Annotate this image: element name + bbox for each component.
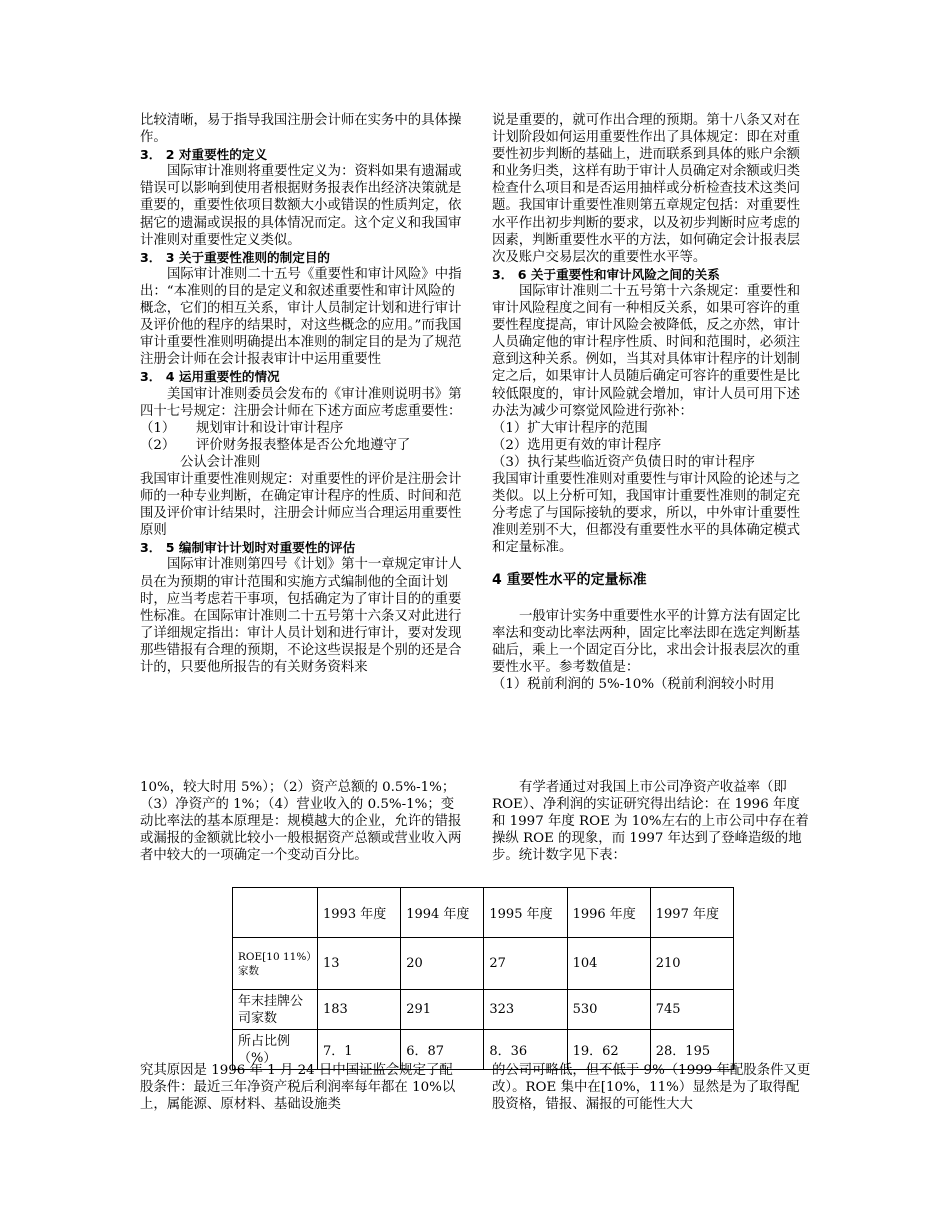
- list-item: （3）执行某些临近资产负债日时的审计程序: [492, 454, 755, 470]
- paragraph: 说是重要的，就可作出合理的预期。第十八条又对在计划阶段如何运用重要性作出了具体规定：即在对重要性初步判断的基础上，进而联系到具体的账户余额和业务归类，这样有助于审计人员确定对余额或归类检查什么项目和是否运用抽样或分析检查技术这类问题。我国审计重要性准则第五章规定包括：对重要性水平作出初步判断的要求，以及初步判断时应考虑的因素，判断重要性水平的方法，如何确定会计报表层次及账户交易层次的重要性水平等。: [492, 113, 800, 265]
- table-header-row: [233, 888, 734, 938]
- row-label: 年末挂牌公司家数: [233, 990, 318, 1030]
- paragraph: 一般审计实务中重要性水平的计算方法有固定比率法和变动比率法两种，固定比率法即在选定判断基础后，乘上一个固定百分比，求出会计报表层次的重要性水平。参考数值是：: [492, 608, 801, 675]
- row-label: ROE[10 11%）家数: [233, 938, 318, 990]
- right-column-middle: [492, 779, 812, 864]
- right-column-top: [492, 112, 812, 693]
- table-row: [233, 938, 734, 990]
- section-heading-4: 4 重要性水平的定量标准: [492, 572, 647, 589]
- table-cell: 28．195: [650, 1030, 733, 1070]
- table-cell: 745: [650, 990, 733, 1030]
- table-row: [233, 990, 734, 1030]
- list-item: [140, 437, 463, 454]
- list-item-continuation: 公认会计准则: [180, 454, 261, 470]
- row-label: 所占比例（%）: [233, 1030, 318, 1070]
- table-cell: 27: [484, 938, 567, 990]
- paragraph: 的公司可略低，但不低于 9%（1999 年配股条件又更改）。ROE 集中在[10%，11%）显然是为了取得配股资格，错报、漏报的可能性大大: [492, 1063, 811, 1113]
- left-column-bottom: [140, 1062, 463, 1113]
- list-item: （1）扩大审计程序的范围: [492, 420, 648, 436]
- table-cell: 8．36: [484, 1030, 567, 1070]
- paragraph: 国际审计准则将重要性定义为：资料如果有遗漏或错误可以影响到使用者根据财务报表作出经济决策就是重要的，重要性依项目数额大小或错误的性质判定，依据它的遗漏或误报的具体情况而定。这个定义和我国审计准则对重要性定义类似。: [140, 164, 462, 248]
- list-item: （2）选用更有效的审计程序: [492, 437, 662, 453]
- table-cell: 530: [567, 990, 650, 1030]
- paragraph: 究其原因是 1996 年 1 月 24 日中国证监会规定了配股条件：最近三年净资产税后利润率每年都在 10%以上，属能源、原材料、基础设施类: [140, 1063, 456, 1113]
- roe-statistics-table: [232, 887, 734, 1070]
- table-cell: 19．62: [567, 1030, 650, 1070]
- paragraph: 有学者通过对我国上市公司净资产收益率（即 ROE）、净利润的实证研究得出结论：在 1996 年度和 1997 年度 ROE 为 10%左右的上市公司中存在着操纵 ROE 的现象，而 1997 年达到了登峰造级的地步。统计数字见下表：: [492, 780, 809, 864]
- right-column-bottom: [492, 1062, 812, 1113]
- paragraph: 美国审计准则委员会发布的《审计准则说明书》第四十七号规定：注册会计师在下述方面应考虑重要性：: [140, 386, 462, 419]
- table-cell: 183: [318, 990, 401, 1030]
- section-heading-3-5: 3． 5 编制审计计划时对重要性的评估: [140, 540, 356, 556]
- table-header-cell: 1994 年度: [401, 888, 484, 938]
- table-cell: 13: [318, 938, 401, 990]
- table-header-cell: 1995 年度: [484, 888, 567, 938]
- paragraph: 国际审计准则二十五号第十六条规定：重要性和审计风险程度之间有一种相反关系，如果可容许的重要性程度提高，审计风险会被降低，反之亦然，审计人员确定他的审计程序性质、时间和范围时，必须注意到这种关系。例如，当其对具体审计程序的计划制定之后，如果审计人员随后确定可容许的重要性是比较低限度的，审计风险就会增加，审计人员可用下述办法为减少可察觉风险进行弥补：: [492, 283, 801, 419]
- list-text: 规划审计和设计审计程序: [196, 420, 344, 436]
- paragraph: 国际审计准则二十五号《重要性和审计风险》中指出：“本准则的目的是定义和叙述重要性和审计风险的概念，它们的相互关系，审计人员制定计划和进行审计及评价他的程序的结果时，对这些概念的应用。”而我国审计重要性准则明确提出本准则的制定目的是为了规范注册会计师在会计报表审计中运用重要性: [140, 266, 462, 368]
- section-heading-3-3: 3． 3 关于重要性准则的制定目的: [140, 249, 331, 265]
- paragraph: 我国审计重要性准则规定：对重要性的评价是注册会计师的一种专业判断，在确定审计程序的性质、时间和范围及评价审计结果时，注册会计师应当合理运用重要性原则: [140, 471, 462, 539]
- table-cell: 20: [401, 938, 484, 990]
- list-number: （1）: [140, 420, 176, 436]
- table-cell: 104: [567, 938, 650, 990]
- table-cell: 7．1: [318, 1030, 401, 1070]
- table-cell: 210: [650, 938, 733, 990]
- paragraph: 国际审计准则第四号《计划》第十一章规定审计人员在为预期的审计范围和实施方式编制他的全面计划时，应当考虑若干事项，包括确定为了审计目的的重要性标准。在国际审计准则二十五号第十六条又对此进行了详细规定指出：审计人员计划和进行审计，要对发现那些错报有合理的预期，不论这些误报是个别的还是合计的，只要他所报告的有关财务资料来: [140, 557, 462, 675]
- table-header-cell: 1997 年度: [650, 888, 733, 938]
- table-header-cell: 1996 年度: [567, 888, 650, 938]
- list-item: [140, 420, 463, 437]
- table-cell: 6．87: [401, 1030, 484, 1070]
- paragraph: 我国审计重要性准则对重要性与审计风险的论述与之类似。以上分析可知，我国审计重要性准则的制定充分考虑了与国际接轨的要求，所以，中外审计重要性准则差别不大，但都没有重要性水平的具体确定模式和定量标准。: [492, 471, 800, 556]
- table-cell: [233, 888, 318, 938]
- table-header-cell: 1993 年度: [318, 888, 401, 938]
- paragraph: 10%，较大时用 5%）；（2）资产总额的 0.5%-1%；（3）净资产的 1%；（4）营业收入的 0.5%-1%；变动比率法的基本原理是：规模越大的企业，允许的错报或漏报的金额就比较小一般根据资产总额或营业收入两者中较大的一项确定一个变动百分比。: [140, 780, 462, 864]
- list-text: 评价财务报表整体是否公允地遵守了: [196, 437, 411, 453]
- section-heading-3-2: 3． 2 对重要性的定义: [140, 147, 268, 163]
- paragraph: （1）税前利润的 5%-10%（税前利润较小时用: [492, 676, 775, 692]
- left-column-top: [140, 112, 463, 676]
- section-heading-3-6: 3． 6 关于重要性和审计风险之间的关系: [492, 266, 720, 282]
- left-column-middle: [140, 779, 463, 864]
- list-number: （2）: [140, 437, 176, 453]
- table-cell: 323: [484, 990, 567, 1030]
- table-cell: 291: [401, 990, 484, 1030]
- paragraph: 比较清晰，易于指导我国注册会计师在实务中的具体操作。: [140, 113, 462, 146]
- section-heading-3-4: 3． 4 运用重要性的情况: [140, 369, 280, 385]
